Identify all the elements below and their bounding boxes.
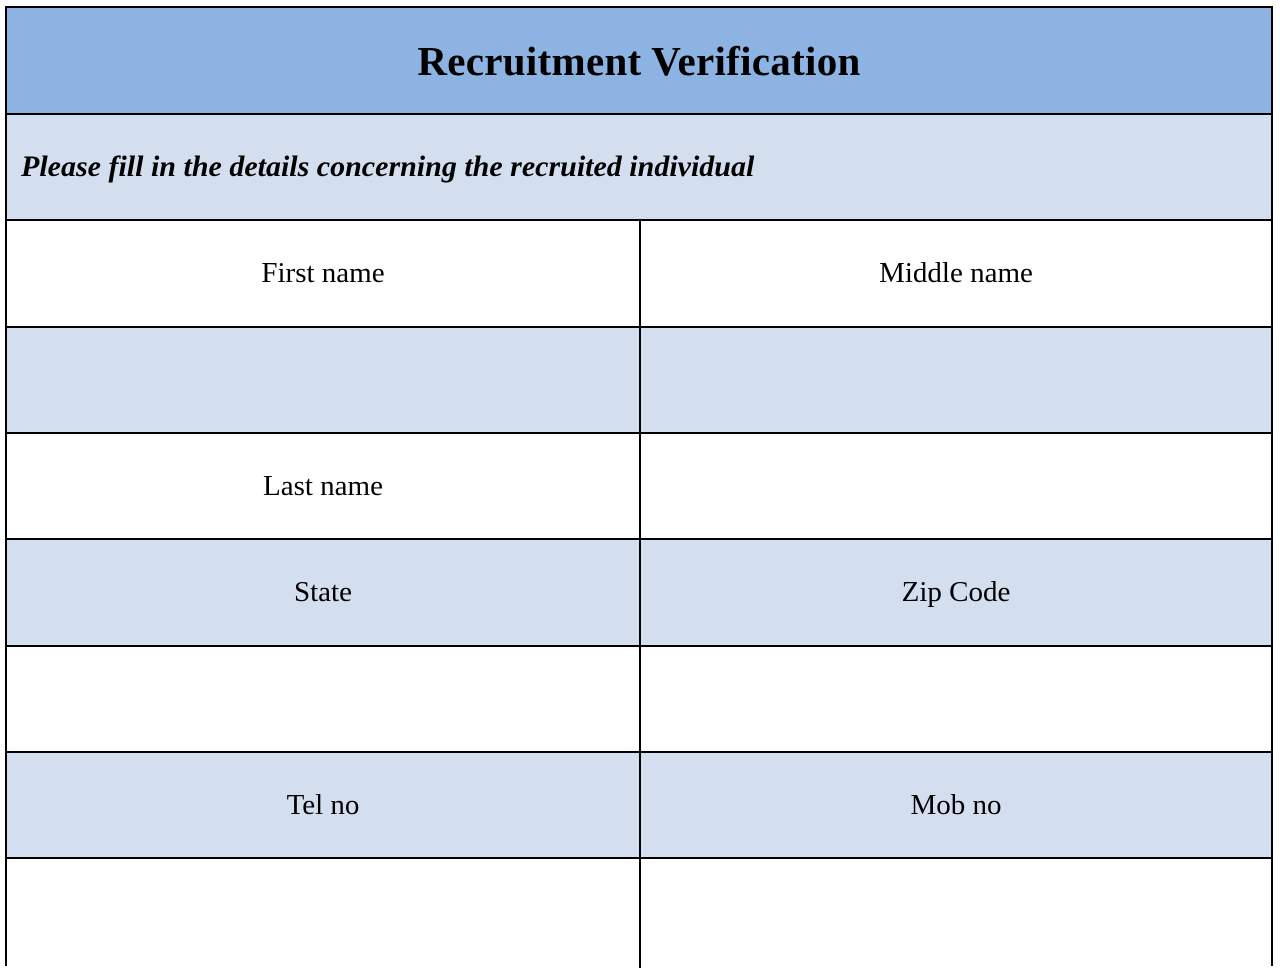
form-title-bar <box>7 8 1271 115</box>
row-first-middle-name-inputs <box>7 328 1271 434</box>
zip-code-label: Zip Code <box>901 576 1011 608</box>
mob-no-field[interactable] <box>641 859 1271 968</box>
row-tel-mob-inputs <box>7 859 1271 968</box>
mob-no-label: Mob no <box>910 788 1002 821</box>
state-field[interactable] <box>7 647 641 751</box>
last-name-label: Last name <box>7 434 641 538</box>
form-instructions-bar <box>7 115 1271 221</box>
middle-name-field[interactable] <box>641 328 1271 432</box>
row-tel-mob-labels <box>7 753 1271 859</box>
tel-no-field[interactable] <box>7 859 641 968</box>
row-state-zip-inputs <box>7 647 1271 753</box>
form-instructions: Please fill in the details concerning the recruited individual <box>21 150 755 183</box>
first-name-label: First name <box>7 221 641 326</box>
recruitment-verification-form <box>5 6 1273 966</box>
row-first-middle-name-labels <box>7 221 1271 328</box>
row-state-zip-labels <box>7 540 1271 647</box>
tel-no-label: Tel no <box>7 753 641 857</box>
state-label: State <box>7 540 641 645</box>
zip-code-field[interactable] <box>641 647 1271 751</box>
form-title: Recruitment Verification <box>417 37 861 84</box>
last-name-field[interactable] <box>641 434 1271 538</box>
middle-name-label: Middle name <box>879 257 1033 289</box>
first-name-field[interactable] <box>7 328 641 432</box>
row-last-name <box>7 434 1271 540</box>
